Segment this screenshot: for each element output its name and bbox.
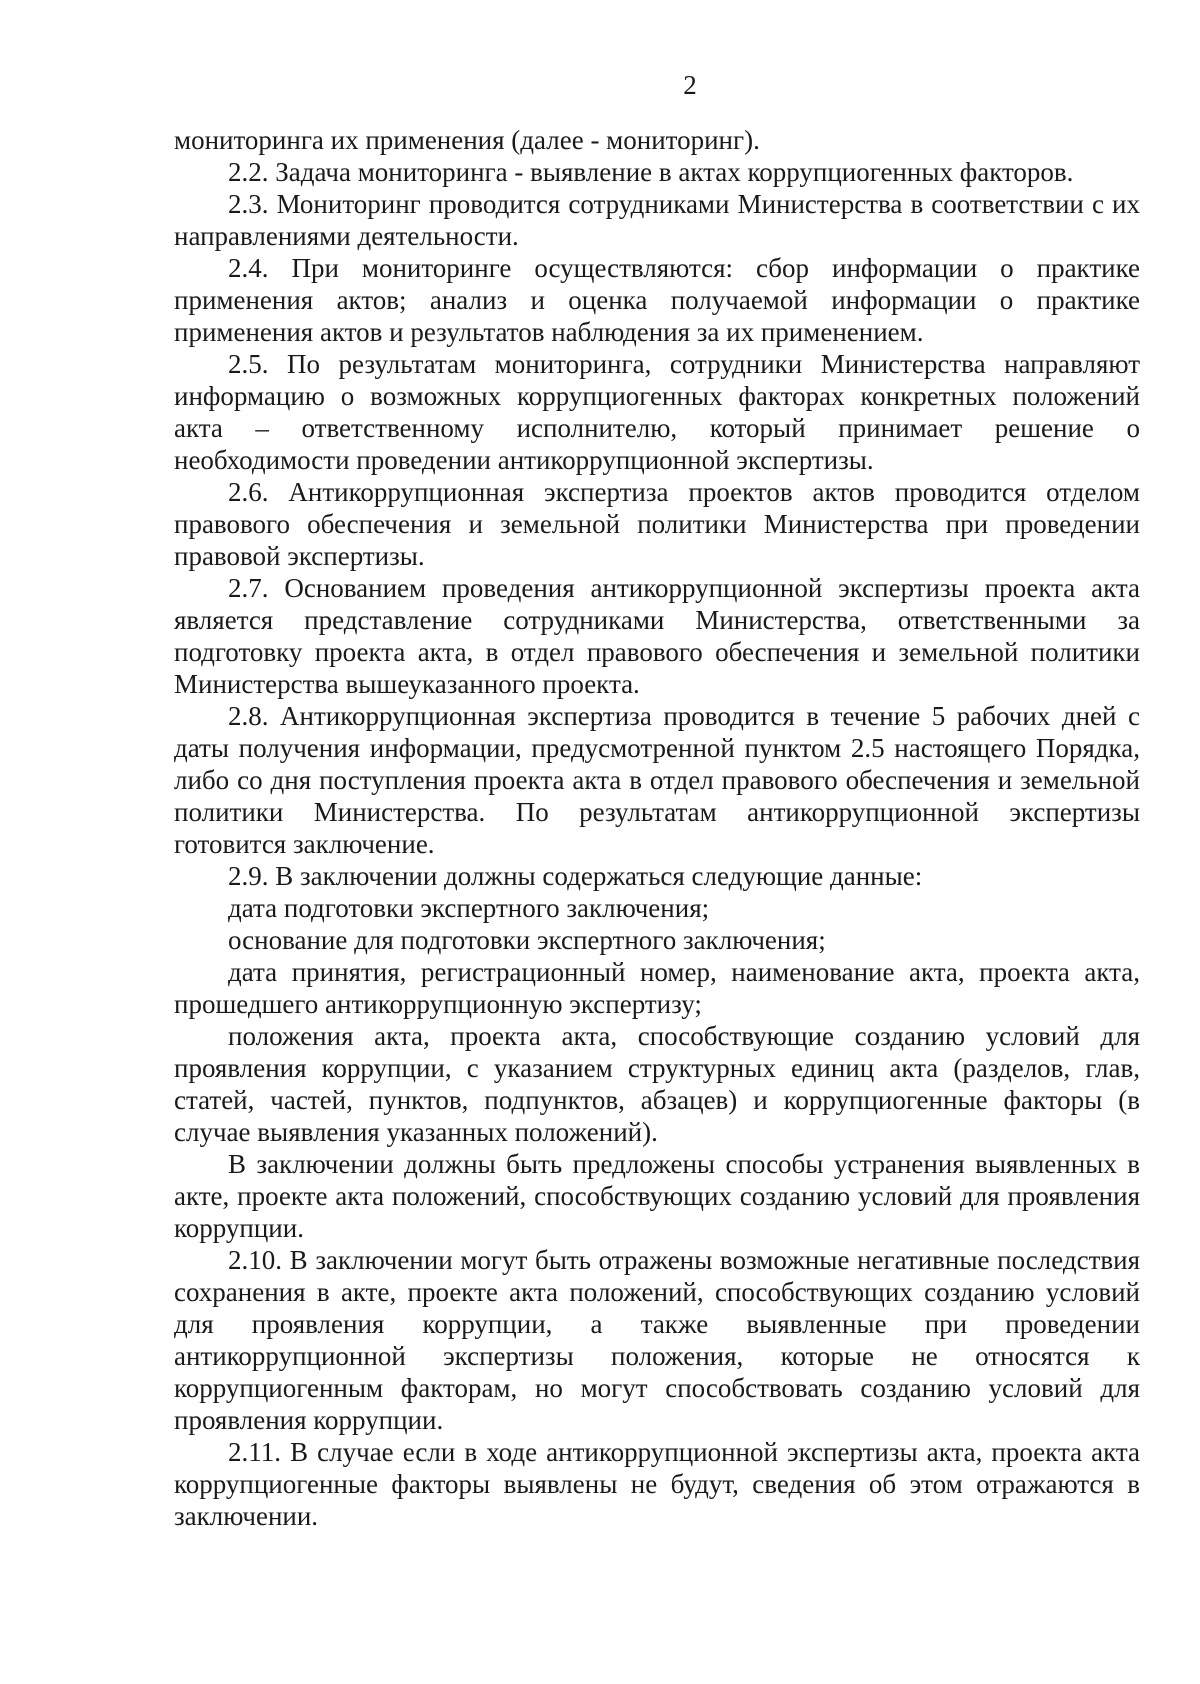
paragraph-2-6: 2.6. Антикоррупционная экспертиза проектов актов проводится отделом правового обеспечения и земельной политики Министерства при проведении правовой экспертизы. [174,477,1140,571]
paragraph-2-5: 2.5. По результатам мониторинга, сотрудники Министерства направляют информацию о возможных коррупциогенных факторах конкретных положений акта – ответственному исполнителю, который принимает решение о необходимости проведении антикоррупционной экспертизы. [174,349,1140,475]
list-item-preparation-date: дата подготовки экспертного заключения; [228,893,710,923]
paragraph-monitoring-continued: мониторинга их применения (далее - мониторинг). [174,125,760,155]
list-item-act-provisions: положения акта, проекта акта, способствующие созданию условий для проявления коррупции, с указанием структурных единиц акта (разделов, глав, статей, частей, пунктов, подпунктов, абзацев) и коррупциогенные факторы (в случае выявления указанных положений). [174,1021,1140,1147]
paragraph-2-3: 2.3. Мониторинг проводится сотрудниками Министерства в соответствии с их направлениями деятельности. [174,189,1140,251]
paragraph-2-11: 2.11. В случае если в ходе антикоррупционной экспертизы акта, проекта акта коррупциогенные факторы выявлены не будут, сведения об этом отражаются в заключении. [174,1437,1140,1531]
list-item-act-details: дата принятия, регистрационный номер, наименование акта, проекта акта, прошедшего антикоррупционную экспертизу; [174,957,1140,1019]
document-body [174,124,1140,1532]
paragraph-2-2: 2.2. Задача мониторинга - выявление в актах коррупциогенных факторов. [228,157,1074,187]
list-item-preparation-basis: основание для подготовки экспертного заключения; [228,925,826,955]
paragraph-2-10: 2.10. В заключении могут быть отражены возможные негативные последствия сохранения в акте, проекте акта положений, способствующих созданию условий для проявления коррупции, а также выявленные при проведении антикоррупционной экспертизы положения, которые не относятся к коррупциогенным факторам, но могут способствовать созданию условий для проявления коррупции. [174,1245,1140,1435]
paragraph-2-8: 2.8. Антикоррупционная экспертиза проводится в течение 5 рабочих дней с даты получения информации, предусмотренной пунктом 2.5 настоящего Порядка, либо со дня поступления проекта акта в отдел правового обеспечения и земельной политики Министерства. По результатам антикоррупционной экспертизы готовится заключение. [174,701,1140,859]
page-number: 2 [683,70,697,100]
paragraph-2-4: 2.4. При мониторинге осуществляются: сбор информации о практике применения актов; анализ и оценка получаемой информации о практике применения актов и результатов наблюдения за их применением. [174,253,1140,347]
paragraph-2-9: 2.9. В заключении должны содержаться следующие данные: [228,861,923,891]
paragraph-remediation-methods: В заключении должны быть предложены способы устранения выявленных в акте, проекте акта положений, способствующих созданию условий для проявления коррупции. [174,1149,1140,1243]
paragraph-2-7: 2.7. Основанием проведения антикоррупционной экспертизы проекта акта является представление сотрудниками Министерства, ответственными за подготовку проекта акта, в отдел правового обеспечения и земельной политики Министерства вышеуказанного проекта. [174,573,1140,699]
